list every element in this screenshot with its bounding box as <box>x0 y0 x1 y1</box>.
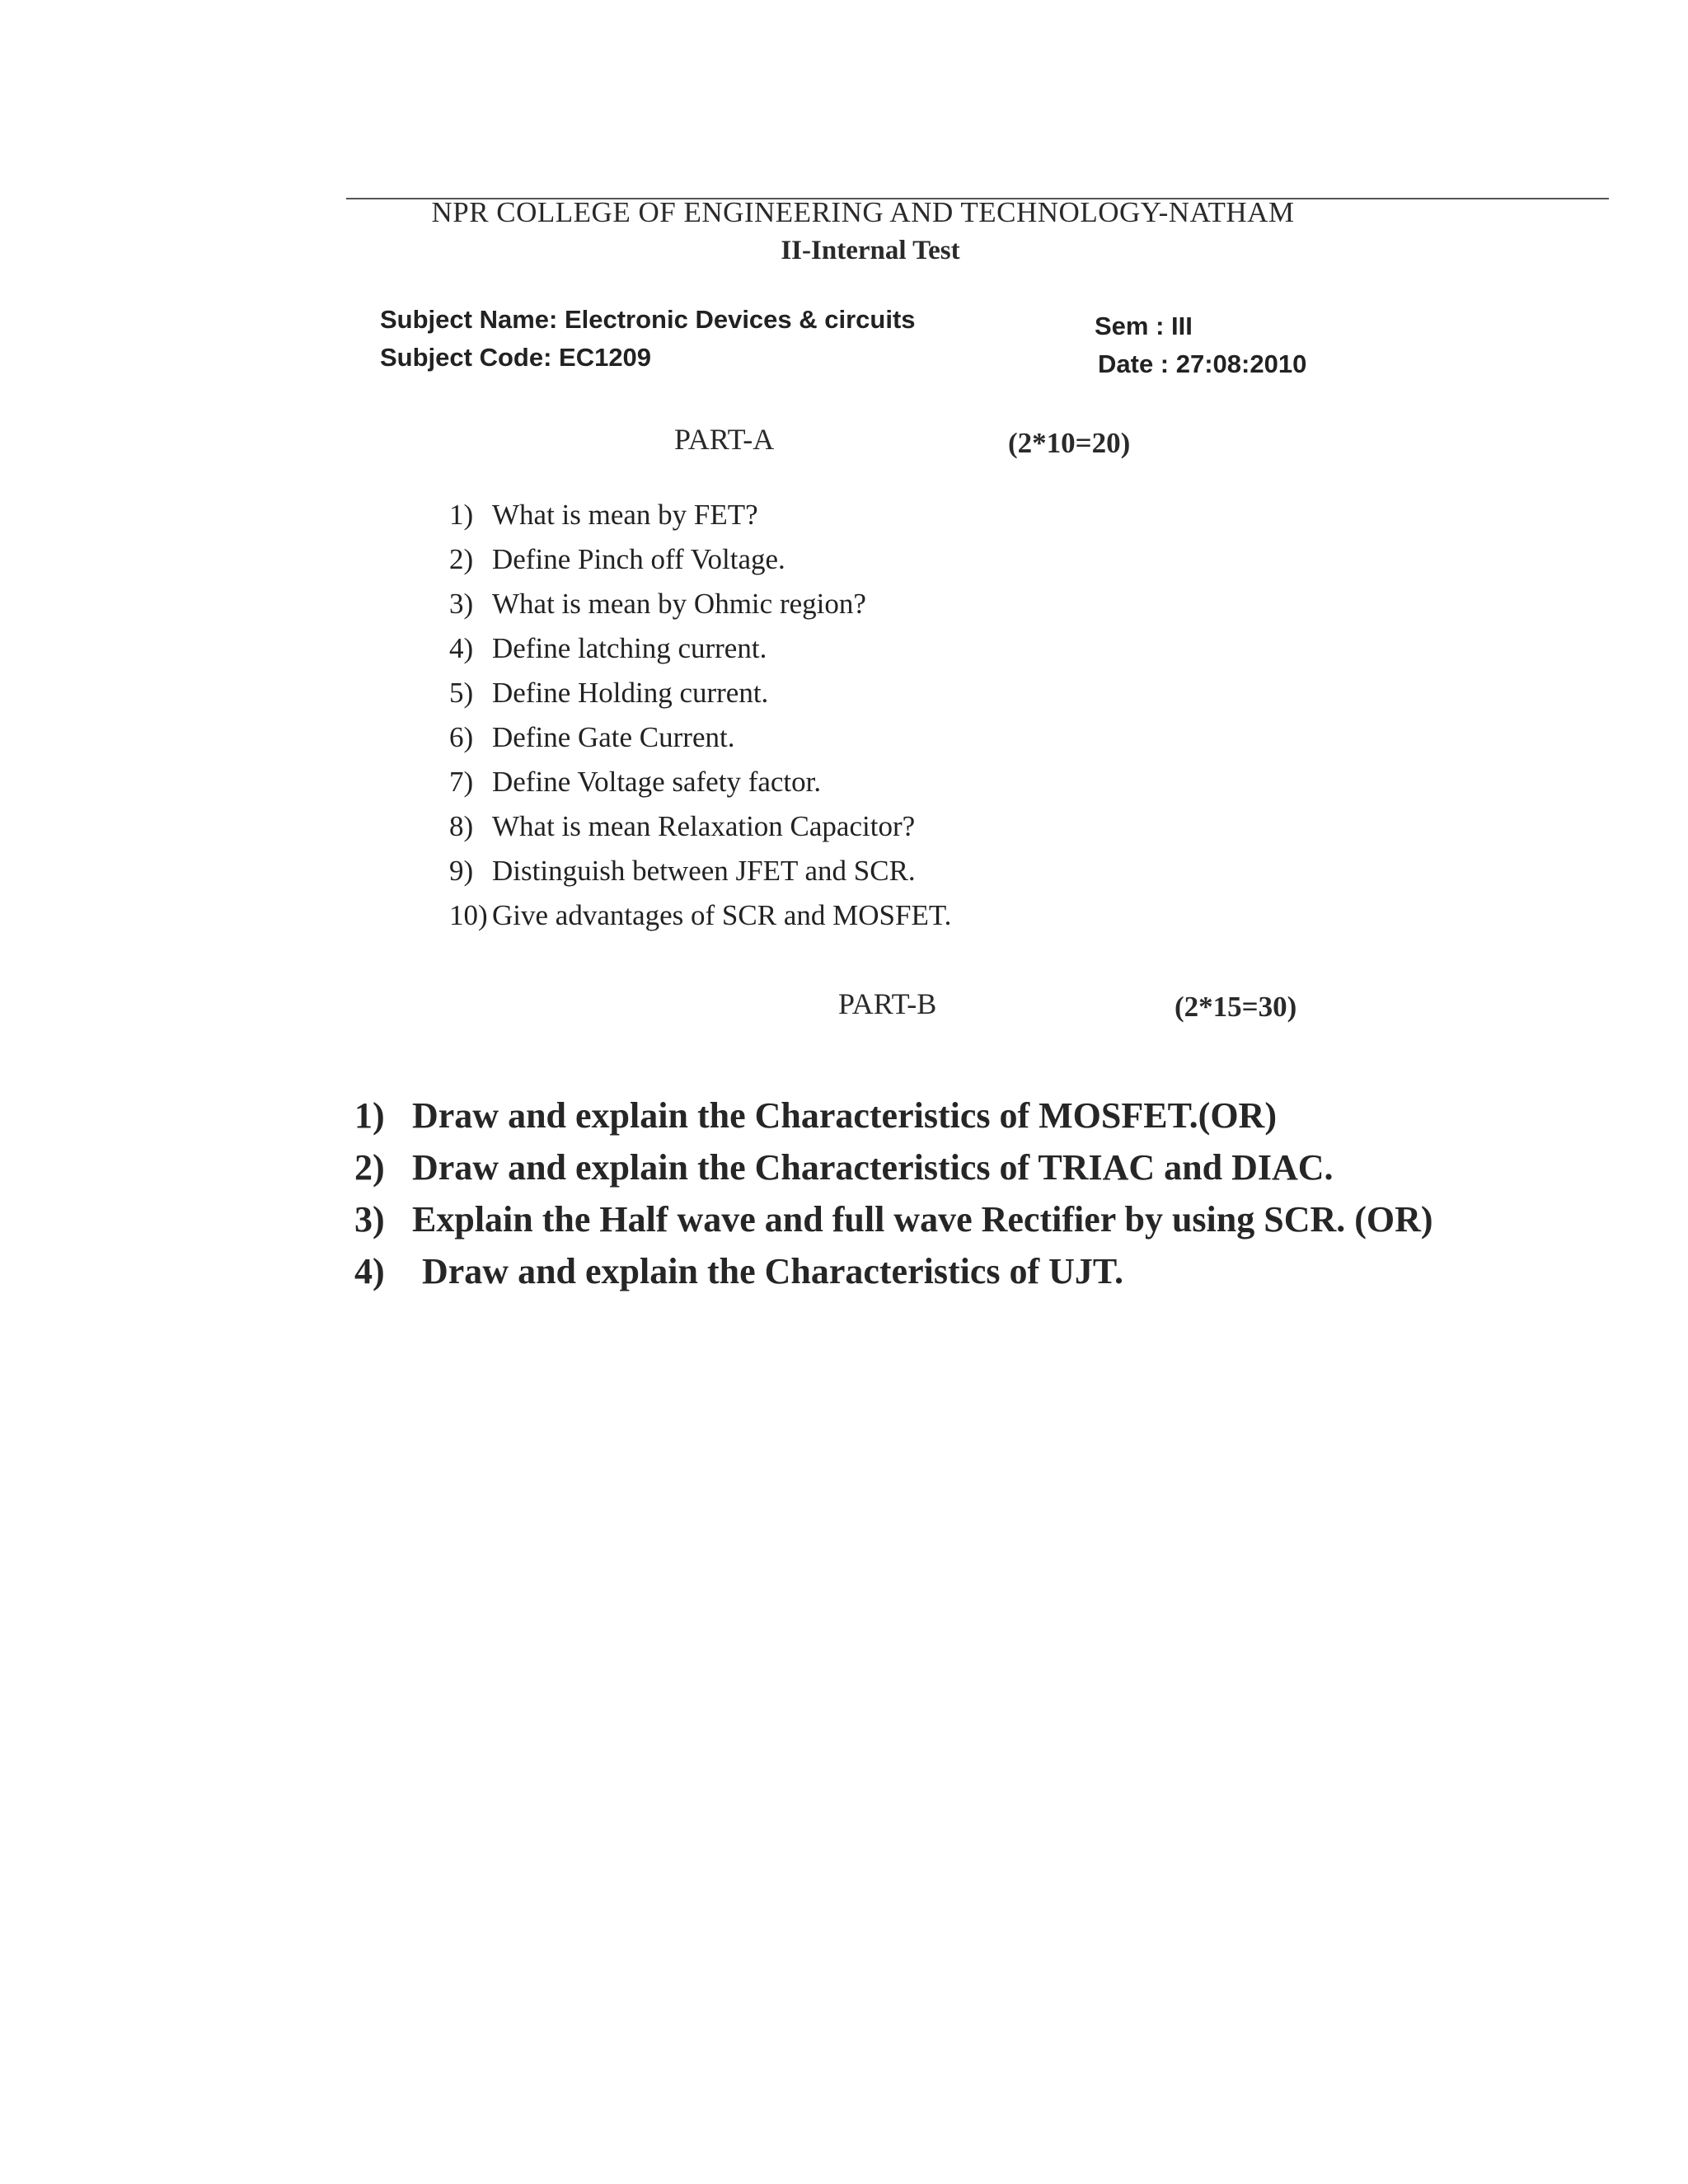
question-number: 3) <box>354 1199 385 1240</box>
list-item <box>449 849 951 893</box>
part-a-question-list <box>449 493 951 938</box>
list-item <box>449 537 951 582</box>
question-text: Give advantages of SCR and MOSFET. <box>492 899 952 931</box>
test-name: II-Internal Test <box>781 236 960 265</box>
question-text: Define Holding current. <box>492 677 769 709</box>
question-text: Draw and explain the Characteristics of UJT. <box>422 1251 1123 1291</box>
list-item <box>449 626 951 671</box>
part-a-marks: (2*10=20) <box>1008 427 1131 459</box>
list-item <box>354 1090 1433 1141</box>
semester: Sem : III <box>1095 312 1193 340</box>
part-b-title: PART-B <box>838 987 937 1020</box>
question-number: 1) <box>354 1095 385 1136</box>
list-item <box>449 671 951 715</box>
subject-name: Subject Name: Electronic Devices & circuits <box>380 305 916 334</box>
college-name: NPR COLLEGE OF ENGINEERING AND TECHNOLOGY-NATHAM <box>431 196 1295 228</box>
part-b-marks: (2*15=30) <box>1175 991 1297 1023</box>
list-item <box>449 893 951 938</box>
question-number: 2) <box>354 1147 385 1188</box>
question-number: 7) <box>449 766 474 798</box>
list-item <box>354 1141 1433 1193</box>
list-item <box>449 804 951 849</box>
question-text: What is mean by Ohmic region? <box>492 588 866 620</box>
question-text: Explain the Half wave and full wave Rectifier by using SCR. (OR) <box>412 1199 1433 1240</box>
question-number: 6) <box>449 721 474 753</box>
part-a-title: PART-A <box>674 423 775 456</box>
question-number: 4) <box>354 1251 385 1291</box>
question-text: Draw and explain the Characteristics of TRIAC and DIAC. <box>412 1147 1334 1188</box>
list-item <box>449 760 951 804</box>
list-item <box>354 1193 1433 1245</box>
question-text: What is mean Relaxation Capacitor? <box>492 810 916 842</box>
list-item <box>449 582 951 626</box>
subject-code: Subject Code: EC1209 <box>380 343 652 372</box>
question-number: 10) <box>449 899 488 931</box>
question-text: Define Pinch off Voltage. <box>492 543 785 575</box>
question-number: 3) <box>449 588 474 620</box>
question-text: Define Gate Current. <box>492 721 735 753</box>
question-text: Define Voltage safety factor. <box>492 766 822 798</box>
question-number: 4) <box>449 632 474 664</box>
question-text: Define latching current. <box>492 632 767 664</box>
question-number: 2) <box>449 543 474 575</box>
question-number: 5) <box>449 677 474 709</box>
list-item <box>449 493 951 537</box>
part-b-question-list <box>354 1090 1433 1297</box>
question-number: 8) <box>449 810 474 842</box>
question-text: Distinguish between JFET and SCR. <box>492 855 916 887</box>
list-item <box>354 1245 1433 1297</box>
exam-date: Date : 27:08:2010 <box>1098 349 1307 378</box>
question-number: 9) <box>449 855 474 887</box>
question-text: What is mean by FET? <box>492 499 758 531</box>
list-item <box>449 715 951 760</box>
question-text: Draw and explain the Characteristics of MOSFET.(OR) <box>412 1095 1277 1136</box>
question-number: 1) <box>449 499 474 531</box>
